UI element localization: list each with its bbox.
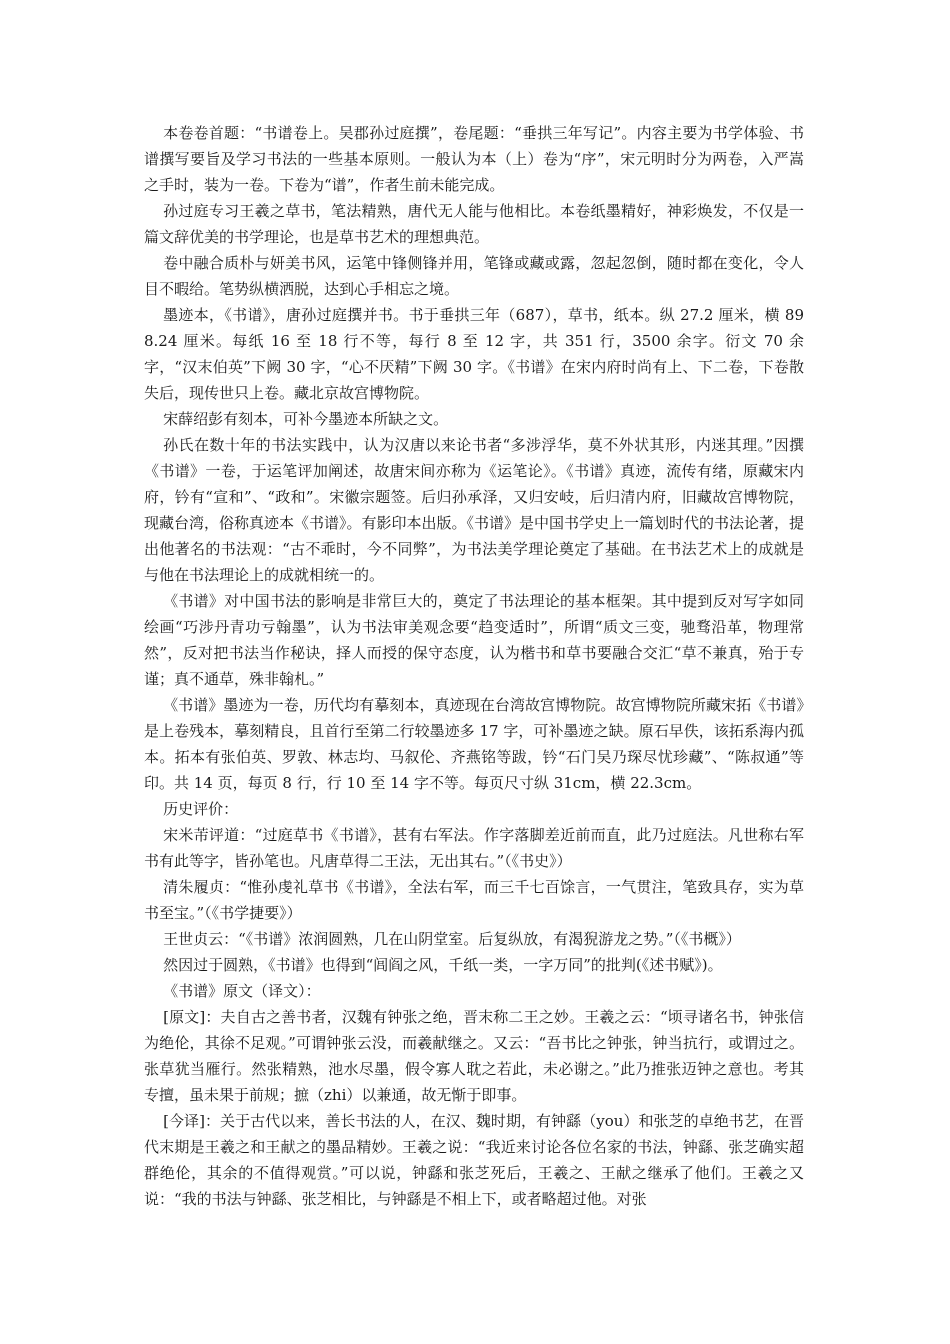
paragraph-original-text: [原文]：夫自古之善书者，汉魏有钟张之绝，晋末称二王之妙。王羲之云：“顷寻诸名书，钟张信为绝伦，其徐不足观。”可谓钟张云没，而羲献继之。又云：“吾书比之钟张，钟当抗行，或谓过之。张草犹当雁行。然张精熟，池水尽墨，假令寡人耽之若此，未必谢之。”此乃推张迈钟之意也。考其专擅，虽未果于前规；摭（zhi）以兼通，故无惭于即事。 (144, 1008, 804, 1104)
paragraph-engraved-edition: 宋薛绍彭有刻本，可补今墨迹本所缺之文。 (163, 410, 449, 428)
paragraph-translation: [今译]：关于古代以来，善长书法的人，在汉、魏时期，有钟繇（you）和张芝的卓绝书艺，在晋代末期是王羲之和王献之的墨品精妙。王羲之说：“我近来讨论各位名家的书法，钟繇、张芝确实超群绝伦，其余的不值得观赏。”可以说，钟繇和张芝死后，王羲之、王献之继承了他们。王羲之又说：“我的书法与钟繇、张芝相比，与钟繇是不相上下，或者略超过他。对张 (144, 1112, 804, 1208)
paragraph-rubbing: 《书谱》墨迹为一卷，历代均有摹刻本，真迹现在台湾故宫博物院。故宫博物院所藏宋拓《书谱》是上卷残本，摹刻精良，且首行至第二行较墨迹多 17 字，可补墨迹之缺。原石早佚，该拓系海内孤本。拓本有张伯英、罗敦、林志均、马叙伦、齐燕铭等跋，钤“石门吴乃琛尽忧珍藏”、“陈叔通”等印。共 14 页，每页 8 行，行 10 至 14 字不等。每页尺寸纵 31cm，横 22.3cm。 (144, 696, 804, 792)
paragraph-criticism: 然因过于圆熟，《书谱》也得到“闾阎之风，千纸一类，一字万同”的批判(《述书赋》)。 (163, 956, 723, 974)
paragraph-zhu-luzhen: 清朱履贞：“惟孙虔礼草书《书谱》，全法右军，而三千七百馀言，一气贯注，笔致具存，实为草书至宝。”（《书学捷要》） (144, 878, 804, 922)
document-page (144, 120, 804, 1212)
paragraph-theory: 孙氏在数十年的书法实践中，认为汉唐以来论书者“多涉浮华，莫不外状其形，内迷其理。”因撰《书谱》一卷，于运笔评加阐述，故唐宋间亦称为《运笔论》。《书谱》真迹，流传有绪，原藏宋内府，钤有“宣和”、“政和”。宋徽宗题签。后归孙承泽，又归安岐，后归清内府，旧藏故宫博物院，现藏台湾，俗称真迹本《书谱》。有影印本出版。《书谱》是中国书学史上一篇划时代的书法论著，提出他著名的书法观：“古不乖时，今不同弊”，为书法美学理论奠定了基础。在书法艺术上的成就是与他在书法理论上的成就相统一的。 (144, 436, 805, 584)
paragraph-influence: 《书谱》对中国书法的影响是非常巨大的，奠定了书法理论的基本框架。其中提到反对写字如同绘画“巧涉丹青功亏翰墨”，认为书法审美观念要“趋变适时”，所谓“质文三变，驰骛沿革，物理常然”，反对把书法当作秘诀，择人而授的保守态度，认为楷书和草书要融合交汇“草不兼真，殆于专谨；真不通草，殊非翰札。” (144, 592, 804, 688)
paragraph-original-heading: 《书谱》原文（译文）： (163, 982, 321, 1000)
paragraph-ink-edition: 墨迹本，《书谱》，唐孙过庭撰并书。书于垂拱三年（687），草书，纸本。纵 27.2 厘米，横 898.24 厘米。每纸 16 至 18 行不等，每行 8 至 12 字，共 351 行，3500 余字。衍文 70 余字，“汉末伯英”下阙 30 字，“心不厌精”下阙 30 字。《书谱》在宋内府时尚有上、下二卷，下卷散失后，现传世只上卷。藏北京故宫博物院。 (144, 306, 804, 402)
paragraph-wang-shizhen: 王世贞云：“《书谱》浓润圆熟，几在山阴堂室。后复纵放，有渴猊游龙之势。”（《书概》） (163, 930, 741, 948)
paragraph-scroll-title: 本卷卷首题：“书谱卷上。吴郡孙过庭撰”，卷尾题：“垂拱三年写记”。内容主要为书学体验、书谱撰写要旨及学习书法的一些基本原则。一般认为本（上）卷为“序”，宋元明时分为两卷，入严嵩之手时，装为一卷。下卷为“谱”，作者生前未能完成。 (144, 124, 804, 194)
paragraph-mifu: 宋米芾评道：“过庭草书《书谱》，甚有右军法。作字落脚差近前而直，此乃过庭法。凡世称右军书有此等字，皆孙笔也。凡唐草得二王法，无出其右。”（《书史》） (144, 826, 804, 870)
paragraph-style: 卷中融合质朴与妍美书风，运笔中锋侧锋并用，笔锋或藏或露，忽起忽倒，随时都在变化，令人目不暇给。笔势纵横洒脱，达到心手相忘之境。 (144, 254, 804, 298)
paragraph-evaluation-heading: 历史评价： (163, 800, 239, 818)
paragraph-sun-guoting: 孙过庭专习王羲之草书，笔法精熟，唐代无人能与他相比。本卷纸墨精好，神彩焕发，不仅是一篇文辞优美的书学理论，也是草书艺术的理想典范。 (144, 202, 804, 246)
